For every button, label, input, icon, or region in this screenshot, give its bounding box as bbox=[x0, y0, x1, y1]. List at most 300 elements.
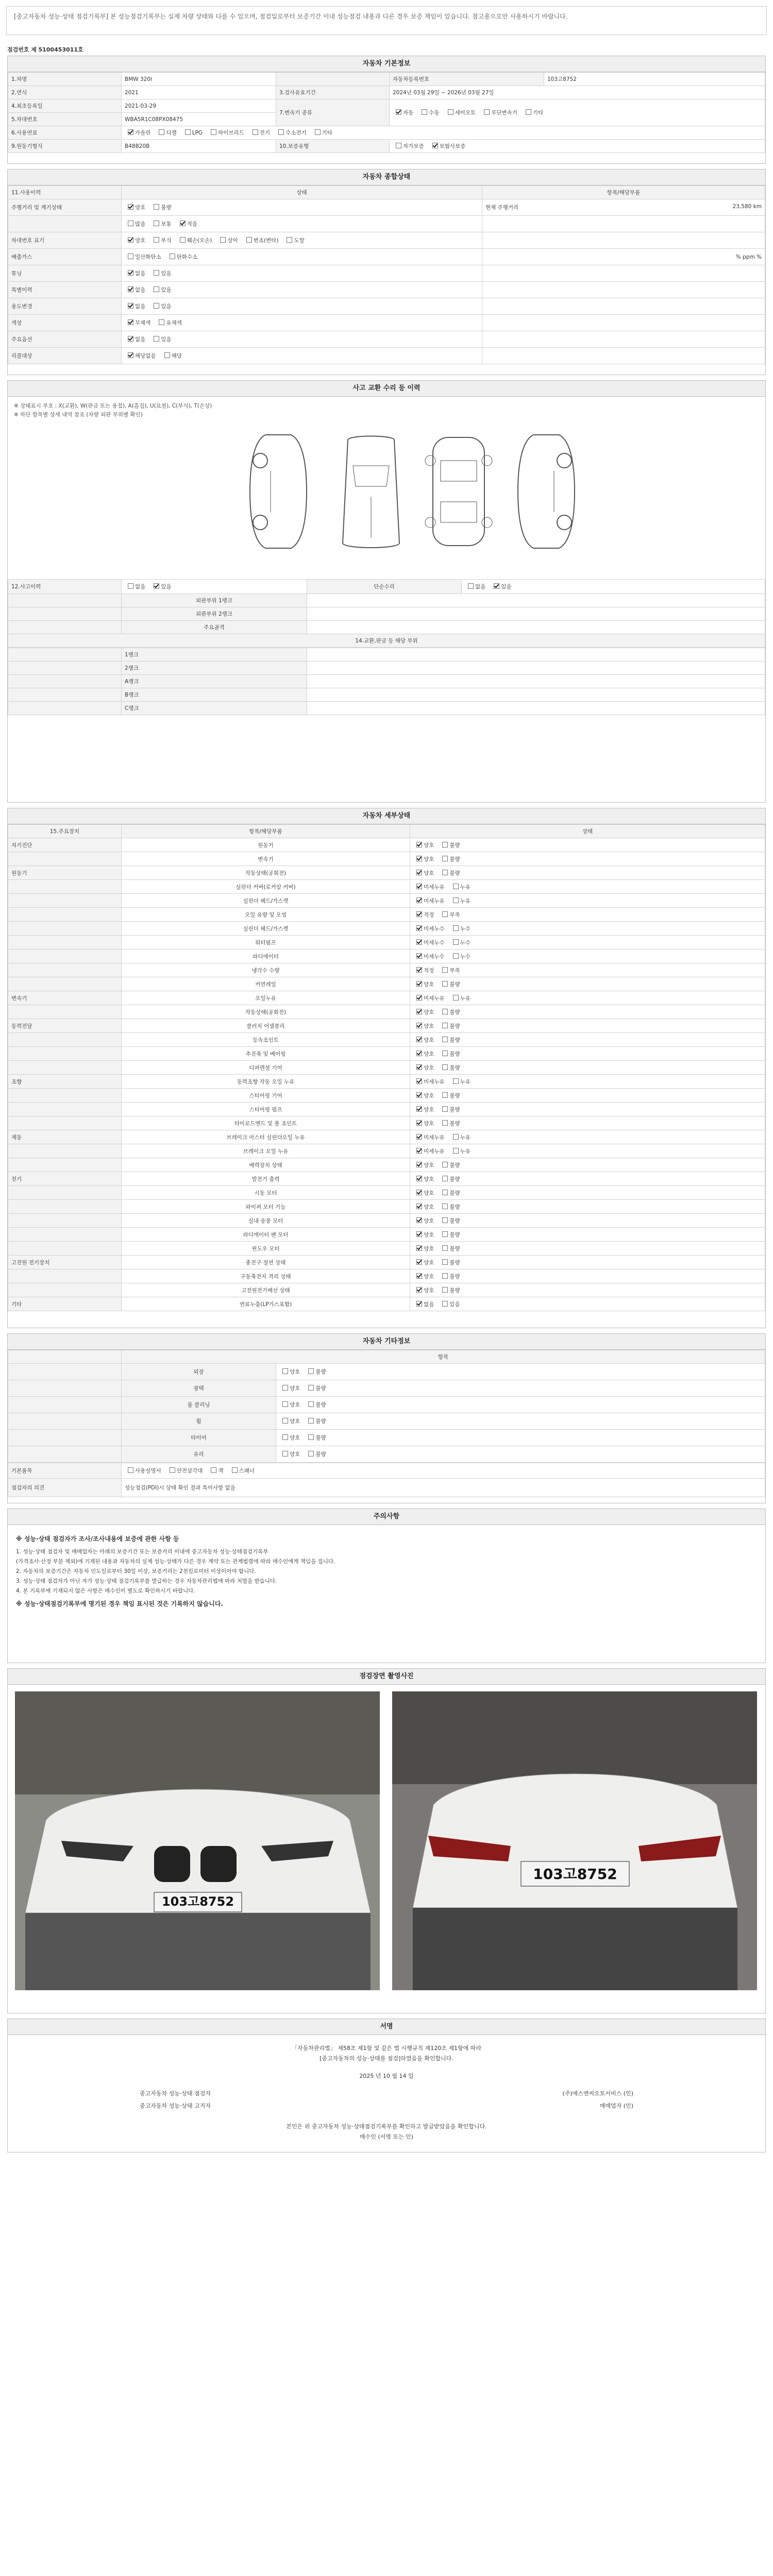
detail-row bbox=[8, 838, 765, 852]
detail-device bbox=[8, 1033, 122, 1047]
checkbox-icon bbox=[128, 221, 133, 226]
option-label: 없음 bbox=[135, 336, 146, 343]
accident-title: 사고 교환 수리 등 이력 bbox=[8, 381, 765, 397]
checkbox-icon bbox=[442, 1162, 448, 1167]
detail-device: 제동 bbox=[8, 1130, 122, 1144]
general-row-label: 리콜대상 bbox=[8, 348, 122, 364]
general-row-options bbox=[122, 232, 482, 249]
option-label: 스패너 bbox=[239, 1468, 255, 1474]
option-label: 있음 bbox=[161, 287, 172, 293]
detail-row bbox=[8, 852, 765, 866]
sign-body bbox=[8, 2035, 765, 2150]
notes-line: 4. 본 기록부에 기재되지 않은 사항은 매수인이 별도로 확인하시기 바랍니다. bbox=[16, 1588, 195, 1594]
detail-status: 양호 불량 bbox=[410, 1158, 765, 1172]
general-row-extra bbox=[482, 216, 765, 232]
checkbox-icon bbox=[453, 939, 459, 945]
checkbox-icon bbox=[128, 583, 133, 589]
general-row-label: 주행거리 및 계기상태 bbox=[8, 199, 122, 216]
detail-device bbox=[8, 963, 122, 977]
option-label: 없음 bbox=[135, 584, 146, 590]
detail-status: 양호 불량 bbox=[410, 1283, 765, 1297]
option-1 bbox=[150, 335, 171, 343]
detail-item: 디퍼렌셜 기어 bbox=[122, 1061, 410, 1075]
detail-device bbox=[8, 1214, 122, 1228]
detail-item: 브레이크 마스터 실린더오일 누유 bbox=[122, 1130, 410, 1144]
car-rear-photo bbox=[392, 1691, 757, 1990]
detail-status: 미세누수 누수 bbox=[410, 950, 765, 963]
frame-label: 주요골격 bbox=[122, 621, 307, 634]
fuel-label: 6.사용연료 bbox=[8, 126, 122, 140]
accident-section bbox=[7, 380, 766, 803]
checkbox-icon bbox=[282, 1434, 288, 1440]
notice-box bbox=[6, 6, 767, 35]
checkbox-icon bbox=[253, 129, 258, 135]
detail-item: 브레이크 오일 누유 bbox=[122, 1144, 410, 1158]
general-row-extra bbox=[482, 265, 765, 282]
detail-item: 구동축전지 격리 상태 bbox=[122, 1269, 410, 1283]
checkbox-icon bbox=[308, 1368, 314, 1374]
detail-item: 작동상태(공회전) bbox=[122, 866, 410, 880]
option-label: 자동 bbox=[403, 110, 414, 116]
extra-row-label: 유리 bbox=[122, 1446, 276, 1463]
checkbox-icon bbox=[416, 1301, 422, 1307]
trans-label: 7.변속기 종류 bbox=[276, 99, 390, 126]
option-label: 전기 bbox=[259, 130, 271, 136]
checkbox-icon bbox=[442, 981, 448, 987]
detail-row bbox=[8, 936, 765, 950]
extra-row-group bbox=[8, 1397, 122, 1413]
front-plate-text: 103고8752 bbox=[161, 1894, 234, 1909]
checkbox-icon bbox=[159, 129, 164, 135]
option-3 bbox=[217, 236, 238, 244]
opinion-text: 성능점검(PDI)시 상태 확인 결과 특이사항 없음 bbox=[122, 1479, 765, 1497]
checkbox-icon bbox=[211, 1467, 216, 1473]
option-2 bbox=[177, 220, 197, 228]
option-label: 보통 bbox=[161, 221, 172, 227]
option-label: 적음 bbox=[187, 221, 197, 227]
detail-device bbox=[8, 1158, 122, 1172]
checkbox-icon bbox=[154, 336, 159, 342]
checkbox-icon bbox=[232, 1467, 238, 1473]
tool-label: 기본품목 bbox=[8, 1463, 122, 1479]
checkbox-icon bbox=[416, 1231, 422, 1237]
extra-row-group bbox=[8, 1446, 122, 1463]
warranty-options bbox=[390, 140, 765, 153]
detail-item: 클러치 어셈블리 bbox=[122, 1019, 410, 1033]
detail-row bbox=[8, 1172, 765, 1186]
option-1 bbox=[150, 269, 171, 277]
general-head-1: 11.사용이력 bbox=[8, 186, 122, 199]
exchange-row bbox=[8, 648, 765, 662]
option-label: 불량 bbox=[315, 1369, 326, 1375]
detail-row bbox=[8, 1116, 765, 1130]
extra-value: 23,580 km bbox=[732, 204, 762, 210]
detail-device bbox=[8, 950, 122, 963]
checkbox-icon bbox=[416, 953, 422, 959]
option-0 bbox=[125, 269, 145, 277]
checkbox-icon bbox=[128, 352, 133, 358]
option-label: 없음 bbox=[475, 584, 486, 590]
checker-label: 중고자동차 성능·상태 점검자 bbox=[140, 2090, 211, 2097]
engine-value: B48B20B bbox=[122, 140, 276, 153]
checkbox-icon bbox=[442, 1259, 448, 1265]
sign-title: 서명 bbox=[8, 2019, 765, 2035]
general-row-extra bbox=[482, 315, 765, 331]
general-row-label: 배출가스 bbox=[8, 249, 122, 265]
detail-row bbox=[8, 1297, 765, 1311]
checkbox-icon bbox=[442, 842, 448, 848]
detail-row bbox=[8, 1130, 765, 1144]
detail-status: 양호 불량 bbox=[410, 1047, 765, 1061]
detail-item: 추진축 및 베어링 bbox=[122, 1047, 410, 1061]
checkbox-icon bbox=[453, 925, 459, 931]
checkbox-icon bbox=[416, 1037, 422, 1042]
detail-device bbox=[8, 1242, 122, 1256]
opinion-label: 점검자의 의견 bbox=[8, 1479, 122, 1497]
option-label: 부식 bbox=[161, 238, 172, 244]
checkbox-icon bbox=[396, 109, 401, 115]
detail-head-row bbox=[8, 825, 765, 838]
notes-line: 3. 성능·상태 점검자가 아닌 자가 성능·상태 점검기록부를 발급하는 경우 자동차관리법에 따라 처벌을 받습니다. bbox=[16, 1578, 277, 1584]
option-label: 있음 bbox=[161, 336, 172, 343]
detail-item: 와이퍼 모터 기능 bbox=[122, 1200, 410, 1214]
option-label: 불량 bbox=[315, 1451, 326, 1458]
option-label: 세미오토 bbox=[455, 110, 476, 116]
fuel-options bbox=[122, 126, 765, 140]
option-label: 사용설명서 bbox=[135, 1468, 161, 1474]
option-0 bbox=[125, 583, 145, 590]
option-label: 변조(변타) bbox=[253, 238, 279, 244]
detail-status: 없음 있음 bbox=[410, 1297, 765, 1311]
notes-title: 주의사항 bbox=[8, 1509, 765, 1525]
warranty-label: 10.보증유형 bbox=[276, 140, 390, 153]
general-title: 자동차 종합상태 bbox=[8, 170, 765, 185]
checkbox-icon bbox=[128, 319, 133, 325]
option-0 bbox=[125, 204, 145, 211]
checkbox-icon bbox=[442, 1037, 448, 1042]
extra-row-value bbox=[276, 1397, 765, 1413]
car-name-label: 1.차명 bbox=[8, 73, 122, 86]
checkbox-icon bbox=[154, 303, 159, 309]
exchange-row-label: B랭크 bbox=[122, 688, 307, 702]
engine-label: 9.원동기형식 bbox=[8, 140, 122, 153]
checkbox-icon bbox=[416, 939, 422, 945]
option-1 bbox=[150, 220, 171, 228]
option-label: 수소전기 bbox=[285, 130, 307, 136]
exchange-row bbox=[8, 662, 765, 675]
exchange-row-value bbox=[307, 662, 765, 675]
detail-device: 원동기 bbox=[8, 866, 122, 880]
year-value: 2021 bbox=[122, 86, 276, 99]
option-0 bbox=[279, 1434, 300, 1442]
checkbox-icon bbox=[416, 1259, 422, 1265]
detail-device: 자기진단 bbox=[8, 838, 122, 852]
outer-rank-2-label: 외판부위 2랭크 bbox=[122, 607, 307, 621]
detail-status: 양호 불량 bbox=[410, 1242, 765, 1256]
document-number bbox=[7, 45, 83, 54]
option-0 bbox=[125, 129, 150, 137]
extra-label: 현재 주행거리 bbox=[485, 205, 519, 211]
option-label: 양호 bbox=[290, 1385, 300, 1392]
tool-options bbox=[122, 1463, 765, 1479]
detail-status: 양호 불량 bbox=[410, 852, 765, 866]
general-row bbox=[8, 249, 765, 265]
extra-head: 항목 bbox=[122, 1350, 765, 1364]
checkbox-icon bbox=[154, 237, 159, 243]
option-label: 훼손(오손) bbox=[187, 238, 212, 244]
checkbox-icon bbox=[416, 1050, 422, 1056]
option-1 bbox=[166, 1467, 203, 1475]
exchange-row bbox=[8, 675, 765, 688]
buyer-line: 매수인 (서명 또는 인) bbox=[359, 2133, 414, 2140]
option-0 bbox=[279, 1417, 300, 1425]
general-row bbox=[8, 315, 765, 331]
detail-device bbox=[8, 1269, 122, 1283]
receipt-text: 본인은 위 중고자동차 성능·상태점검기록부를 확인하고 발급받았음을 확인합니다. bbox=[286, 2123, 487, 2130]
basic-info-table bbox=[8, 72, 765, 153]
dealer-label: 중고자동차 성능·상태 고지자 bbox=[140, 2103, 211, 2109]
detail-item: 커먼레일 bbox=[122, 977, 410, 991]
detail-item: 스티어링 기어 bbox=[122, 1089, 410, 1103]
general-row-options bbox=[122, 199, 482, 216]
vin-value: WBA5R1C08PX08475 bbox=[122, 113, 276, 126]
detail-device bbox=[8, 922, 122, 936]
detail-status: 미세누유 누유 bbox=[410, 1075, 765, 1089]
notes-line: 1. 성능·상태 점검자 및 매매업자는 아래의 보증기간 또는 보증거리 이내에 중고자동차 성능·상태점검기록부 bbox=[16, 1549, 268, 1555]
checkbox-icon bbox=[416, 1120, 422, 1126]
option-0 bbox=[393, 109, 413, 116]
car-side-right-diagram bbox=[502, 430, 590, 553]
checkbox-icon bbox=[180, 221, 186, 226]
option-1 bbox=[150, 302, 171, 310]
option-label: 양호 bbox=[135, 205, 146, 211]
checkbox-icon bbox=[422, 109, 427, 115]
general-row-label: 용도변경 bbox=[8, 298, 122, 315]
detail-row bbox=[8, 1200, 765, 1214]
notes-line: (가격조사·산정 부분 제외)에 기재된 내용과 자동차의 실제 성능·상태가 다른 경우 계약 또는 관계법령에 따라 매수인에게 책임을 집니다. bbox=[16, 1558, 335, 1565]
detail-item: 시동 모터 bbox=[122, 1186, 410, 1200]
checkbox-icon bbox=[442, 1009, 448, 1014]
detail-device: 변속기 bbox=[8, 991, 122, 1005]
extra-row bbox=[8, 1413, 765, 1430]
checkbox-icon bbox=[442, 1120, 448, 1126]
checkbox-icon bbox=[442, 1092, 448, 1098]
exchange-row bbox=[8, 702, 765, 715]
repair-options bbox=[462, 580, 765, 594]
option-label: 디젤 bbox=[166, 130, 177, 136]
option-label: 무채색 bbox=[135, 320, 151, 326]
option-label: 자가보증 bbox=[403, 143, 424, 149]
option-3 bbox=[208, 129, 244, 137]
checkbox-icon bbox=[170, 253, 175, 259]
option-1 bbox=[305, 1384, 326, 1392]
doc-no-value: 5100453011호 bbox=[38, 46, 83, 53]
general-row-options bbox=[122, 282, 482, 298]
detail-row bbox=[8, 922, 765, 936]
checkbox-icon bbox=[159, 319, 164, 325]
checkbox-icon bbox=[128, 129, 133, 135]
extra-row-label: 휠 bbox=[122, 1413, 276, 1430]
detail-item: 오일누유 bbox=[122, 991, 410, 1005]
car-top-front-diagram bbox=[327, 430, 415, 553]
detail-item: 냉각수 수량 bbox=[122, 963, 410, 977]
checkbox-icon bbox=[416, 1148, 422, 1154]
extra-row bbox=[8, 1430, 765, 1446]
option-1 bbox=[305, 1417, 326, 1425]
general-row bbox=[8, 298, 765, 315]
detail-title: 자동차 세부상태 bbox=[8, 808, 765, 824]
general-row-label: 차대번호 표기 bbox=[8, 232, 122, 249]
checkbox-icon bbox=[396, 143, 401, 148]
exchange-table bbox=[8, 648, 765, 715]
detail-row bbox=[8, 1242, 765, 1256]
checkbox-icon bbox=[128, 253, 133, 259]
checkbox-icon bbox=[416, 1092, 422, 1098]
option-2 bbox=[182, 129, 203, 136]
checkbox-icon bbox=[282, 1401, 288, 1407]
detail-device bbox=[8, 1200, 122, 1214]
extra-row-label: 광택 bbox=[122, 1380, 276, 1397]
detail-row bbox=[8, 1283, 765, 1297]
checkbox-icon bbox=[416, 1245, 422, 1251]
checkbox-icon bbox=[494, 583, 499, 589]
detail-table bbox=[8, 824, 765, 1311]
general-row bbox=[8, 348, 765, 364]
detail-item: 오일 유량 및 오염 bbox=[122, 908, 410, 922]
exchange-row-label: A랭크 bbox=[122, 675, 307, 688]
option-1 bbox=[156, 319, 181, 327]
option-label: 불량 bbox=[315, 1418, 326, 1425]
sign-date: 2025 년 10 월 14 일 bbox=[359, 2073, 414, 2079]
first-reg-value: 2021-03-29 bbox=[122, 99, 276, 113]
detail-item: 원동기 bbox=[122, 838, 410, 852]
sign-section bbox=[7, 2019, 766, 2153]
checkbox-icon bbox=[128, 303, 133, 309]
extra-row bbox=[8, 1446, 765, 1463]
detail-device bbox=[8, 1144, 122, 1158]
option-2 bbox=[208, 1467, 223, 1475]
option-label: 없음 bbox=[135, 270, 146, 277]
general-row bbox=[8, 232, 765, 249]
detail-item: 라디에이터 bbox=[122, 950, 410, 963]
general-row-options bbox=[122, 348, 482, 364]
detail-item: 실내 송풍 모터 bbox=[122, 1214, 410, 1228]
checkbox-icon bbox=[442, 1204, 448, 1209]
option-0 bbox=[465, 583, 485, 590]
detail-row bbox=[8, 908, 765, 922]
general-row-label bbox=[8, 216, 122, 232]
checkbox-icon bbox=[442, 1245, 448, 1251]
general-condition-section bbox=[7, 169, 766, 375]
checkbox-icon bbox=[416, 1009, 422, 1014]
detail-section bbox=[7, 808, 766, 1328]
option-1 bbox=[429, 142, 466, 150]
extra-table bbox=[8, 1350, 765, 1463]
general-row-extra bbox=[482, 348, 765, 364]
photo-section bbox=[7, 1668, 766, 2013]
checkbox-icon bbox=[416, 1287, 422, 1293]
detail-item: 변속기 bbox=[122, 852, 410, 866]
detail-device: 동력전달 bbox=[8, 1019, 122, 1033]
detail-device bbox=[8, 1061, 122, 1075]
checkbox-icon bbox=[442, 856, 448, 861]
reg-label: 자동차등록번호 bbox=[390, 73, 544, 86]
general-row bbox=[8, 331, 765, 348]
detail-device bbox=[8, 880, 122, 894]
general-head-3: 항목/해당부품 bbox=[482, 186, 765, 199]
detail-item: 라디에이터 팬 모터 bbox=[122, 1228, 410, 1242]
valid-label: 3.검사유효기간 bbox=[276, 86, 390, 99]
option-label: 불량 bbox=[315, 1435, 326, 1441]
detail-head-cell: 상태 bbox=[410, 825, 765, 838]
extra-row-label: 타이어 bbox=[122, 1430, 276, 1446]
option-1 bbox=[491, 583, 511, 590]
option-label: 양호 bbox=[290, 1451, 300, 1458]
option-4 bbox=[243, 236, 279, 244]
doc-no-label: 점검번호 제 bbox=[7, 46, 37, 53]
option-label: 유채색 bbox=[166, 320, 182, 326]
general-table bbox=[8, 185, 765, 364]
detail-row bbox=[8, 1033, 765, 1047]
detail-row bbox=[8, 1256, 765, 1269]
checkbox-icon bbox=[442, 1273, 448, 1279]
option-4 bbox=[249, 129, 270, 137]
checkbox-icon bbox=[432, 143, 438, 148]
checkbox-icon bbox=[416, 884, 422, 889]
extra-row-group bbox=[8, 1364, 122, 1380]
option-label: 양호 bbox=[290, 1369, 300, 1375]
checker-value: (주)에스엔씨오토서비스 (인) bbox=[562, 2090, 633, 2097]
checkbox-icon bbox=[282, 1418, 288, 1423]
option-0 bbox=[125, 236, 145, 244]
accident-legend bbox=[8, 397, 765, 425]
checkbox-icon bbox=[416, 1217, 422, 1223]
detail-status: 양호 불량 bbox=[410, 1005, 765, 1019]
checkbox-icon bbox=[180, 237, 186, 243]
extra-row-label: 룸 클리닝 bbox=[122, 1397, 276, 1413]
checkbox-icon bbox=[416, 925, 422, 931]
extra-row-value bbox=[276, 1446, 765, 1463]
option-1 bbox=[150, 204, 171, 211]
checkbox-icon bbox=[526, 109, 531, 115]
checkbox-icon bbox=[308, 1451, 314, 1456]
option-label: 불량 bbox=[161, 205, 172, 211]
detail-device bbox=[8, 894, 122, 908]
checkbox-icon bbox=[308, 1385, 314, 1391]
option-1 bbox=[166, 253, 198, 261]
detail-item: 등속조인트 bbox=[122, 1033, 410, 1047]
checkbox-icon bbox=[442, 1106, 448, 1112]
exchange-row bbox=[8, 688, 765, 702]
legend-line-1: ※ 상태표시 부호 : X(교환), W(판금 또는 용접), A(흠집), U(요철), C(부식), T(손상) bbox=[14, 403, 212, 409]
checkbox-icon bbox=[453, 897, 459, 903]
option-4 bbox=[523, 109, 543, 116]
checkbox-icon bbox=[282, 1451, 288, 1456]
checkbox-icon bbox=[453, 1134, 459, 1140]
checkbox-icon bbox=[278, 129, 284, 135]
extra-row-group bbox=[8, 1380, 122, 1397]
extra-value: % ppm % bbox=[735, 253, 762, 260]
checkbox-icon bbox=[416, 1162, 422, 1167]
option-1 bbox=[150, 236, 171, 244]
first-reg-label: 4.최초등록일 bbox=[8, 99, 122, 113]
option-label: 불량 bbox=[315, 1385, 326, 1392]
checkbox-icon bbox=[246, 237, 252, 243]
extra-title: 자동차 기타정보 bbox=[8, 1334, 765, 1350]
checkbox-icon bbox=[416, 897, 422, 903]
general-row-extra bbox=[482, 331, 765, 348]
detail-device bbox=[8, 1103, 122, 1116]
